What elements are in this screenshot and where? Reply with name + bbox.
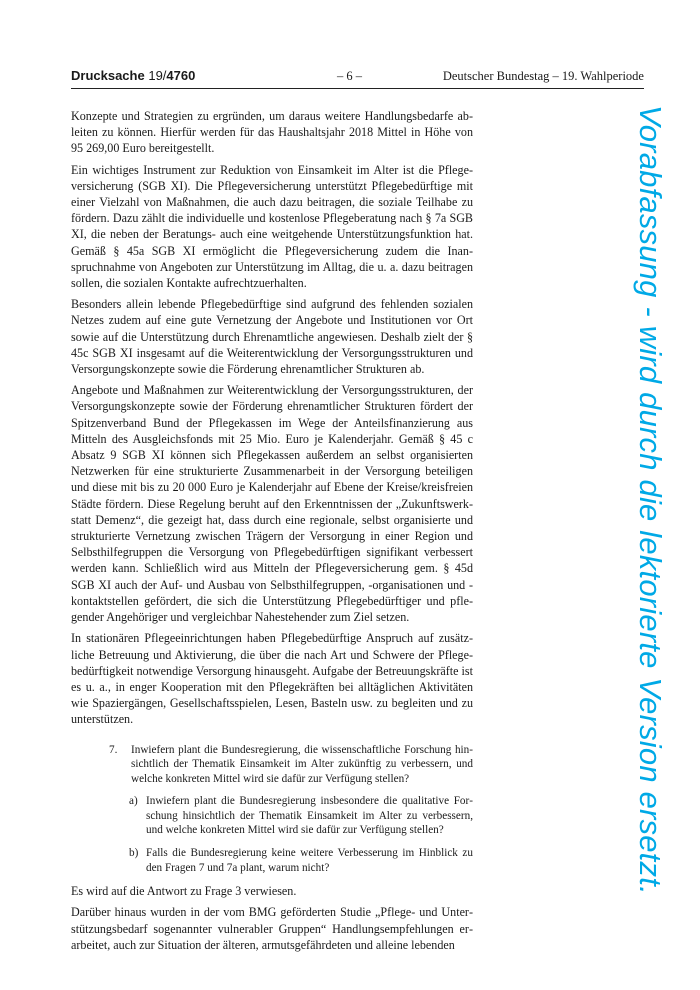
paragraph: Ein wichtiges Instrument zur Reduktion von Einsamkeit im Alter ist die Pflegeversicherung (SGB XI). Die Pflegeversicherung unterstützt Pflegebedürftige mit einer Vielzahl von Maßnahmen, die auch dazu beitragen, die soziale Teilhabe zu fördern. Dazu zählt die individuelle und kostenlose Pflegeberatung nach § 7a SGB XI, die neben der Beratungs- auch eine weitgehende Unterstützungsfunktion hat. Gemäß § 45a SGB XI ermöglicht die Pflegeversicherung zudem die Inanspruchnahme von Angeboten zur Unterstützung im Alltag, die u. a. dazu beitragen sollen, die sozialen Kontakte aufrechtzuerhalten. xyxy=(71,162,473,291)
paragraph: In stationären Pflegeeinrichtungen haben Pflegebedürftige Anspruch auf zusätzliche Betreuung und Aktivierung, die über die nach Art und Schwere der Pflegebedürftigkeit notwendige Versorgung hinausgeht. Aufgabe der Betreuungskräfte ist es u. a., in enger Kooperation mit den Pflegekräften bei alltäglichen Aktivitäten wie Spaziergängen, Gesellschaftsspielen, Lesen, Basteln usw. zu begleiten und zu unterstützen. xyxy=(71,631,473,727)
question-text: Inwiefern plant die Bundesregierung, die wissenschaftliche Forschung hinsichtlich der Thematik Einsamkeit im Alter zukünftig zu verbessern, und welche konkreten Mittel wird sie dafür zur Verfügung stellen? xyxy=(131,743,473,785)
paragraph: Konzepte und Strategien zu ergründen, um daraus weitere Handlungsbedarfe ableiten zu können. Hierfür werden für das Haushaltsjahr 2018 Mittel in Höhe von 95 269,00 Euro bereitgestellt. xyxy=(71,109,473,156)
answer-paragraph: Darüber hinaus wurden in der vom BMG geförderten Studie „Pflege- und Unterstützungsbedarf sogenannter vulnerabler Gruppen“ Handlungsempfehlungen erarbeitet, auch zur Situation der älteren, armutsgefährdeten und alleine lebenden xyxy=(71,905,473,952)
sub-question-text: Falls die Bundesregierung keine weitere Verbesserung im Hinblick zu den Fragen 7 und 7a plant, warum nicht? xyxy=(146,847,473,874)
question-7b xyxy=(129,846,473,875)
page-number: – 6 – xyxy=(337,69,362,83)
drucksache-number: 19/ xyxy=(148,68,167,83)
sub-question-label: a) xyxy=(129,795,138,808)
answer-paragraph: Es wird auf die Antwort zu Frage 3 verwiesen. xyxy=(71,884,297,899)
paragraph: Besonders allein lebende Pflegebedürftige sind aufgrund des fehlenden sozialen Netzes zudem auf eine gute Vernetzung der Angebote und Institutionen vor Ort sowie auf die Unterstützung durch Ehrenamtliche angewiesen. Deshalb zielt der § 45c SGB XI insgesamt auf die Weiterentwicklung der Versorgungsstrukturen und Versorgungskonzepte sowie die Förderung ehrenamtlicher Strukturen ab. xyxy=(71,297,473,377)
question-number: 7. xyxy=(109,743,118,756)
sub-question-label: b) xyxy=(129,847,139,860)
document-body xyxy=(71,108,473,958)
sub-question-text: Inwiefern plant die Bundesregierung insbesondere die qualitative Forschung hinsichtlich der Thematik Einsamkeit im Alter zu verbessern, und welche konkreten Mittel wird sie dafür zur Verfügung stellen? xyxy=(146,795,473,837)
drucksache-word: Drucksache xyxy=(71,68,145,83)
publisher: Deutscher Bundestag – 19. Wahlperiode xyxy=(442,69,644,83)
drucksache-id: 4760 xyxy=(166,68,196,83)
page-header xyxy=(71,68,644,88)
paragraph: Angebote und Maßnahmen zur Weiterentwicklung der Versorgungsstrukturen, der Versorgungskonzepte sowie der Förderung ehrenamtlicher Strukturen fördert der Spitzenverband Bund der Pflegekassen im Wege der Anteilsfinanzierung aus Mitteln des Ausgleichsfonds mit 25 Mio. Euro je Kalenderjahr. Gemäß § 45 c Absatz 9 SGB XI können sich Pflegekassen außerdem an selbst organisierten Netzwerken für eine strukturierte Zusammenarbeit in der Versorgung beteiligen und diese mit bis zu 20 000 Euro je Kalenderjahr auf Ebene der Kreise/kreisfreien Städte fördern. Diese Regelung beruht auf den Erkenntnissen der „Zukunftswerkstatt Demenz“, die gezeigt hat, dass durch eine regionale, selbst organisierte und strukturierte Vernetzung zwischen Trägern der Versorgung in einer Region und Selbsthilfegruppen die Versorgung von Pflegebedürftigen signifikant verbessert werden kann. Schließlich wird aus Mitteln der Pflegeversicherung gem. § 45d SGB XI auch der Auf- und Ausbau von Selbsthilfegruppen, -organisationen und -kontaktstellen gefördert, die sich die Unterstützung Pflegebedürftiger und pflegender Angehöriger und vergleichbar Nahestehender zum Ziel setzen. xyxy=(71,383,473,625)
header-rule xyxy=(71,88,644,89)
watermark-text: Vorabfassung - wird durch die lektorierte Version ersetzt. xyxy=(633,105,668,895)
question-7 xyxy=(71,743,473,787)
drucksache-label xyxy=(71,68,195,83)
question-7a xyxy=(129,794,473,838)
question-block xyxy=(71,743,473,876)
